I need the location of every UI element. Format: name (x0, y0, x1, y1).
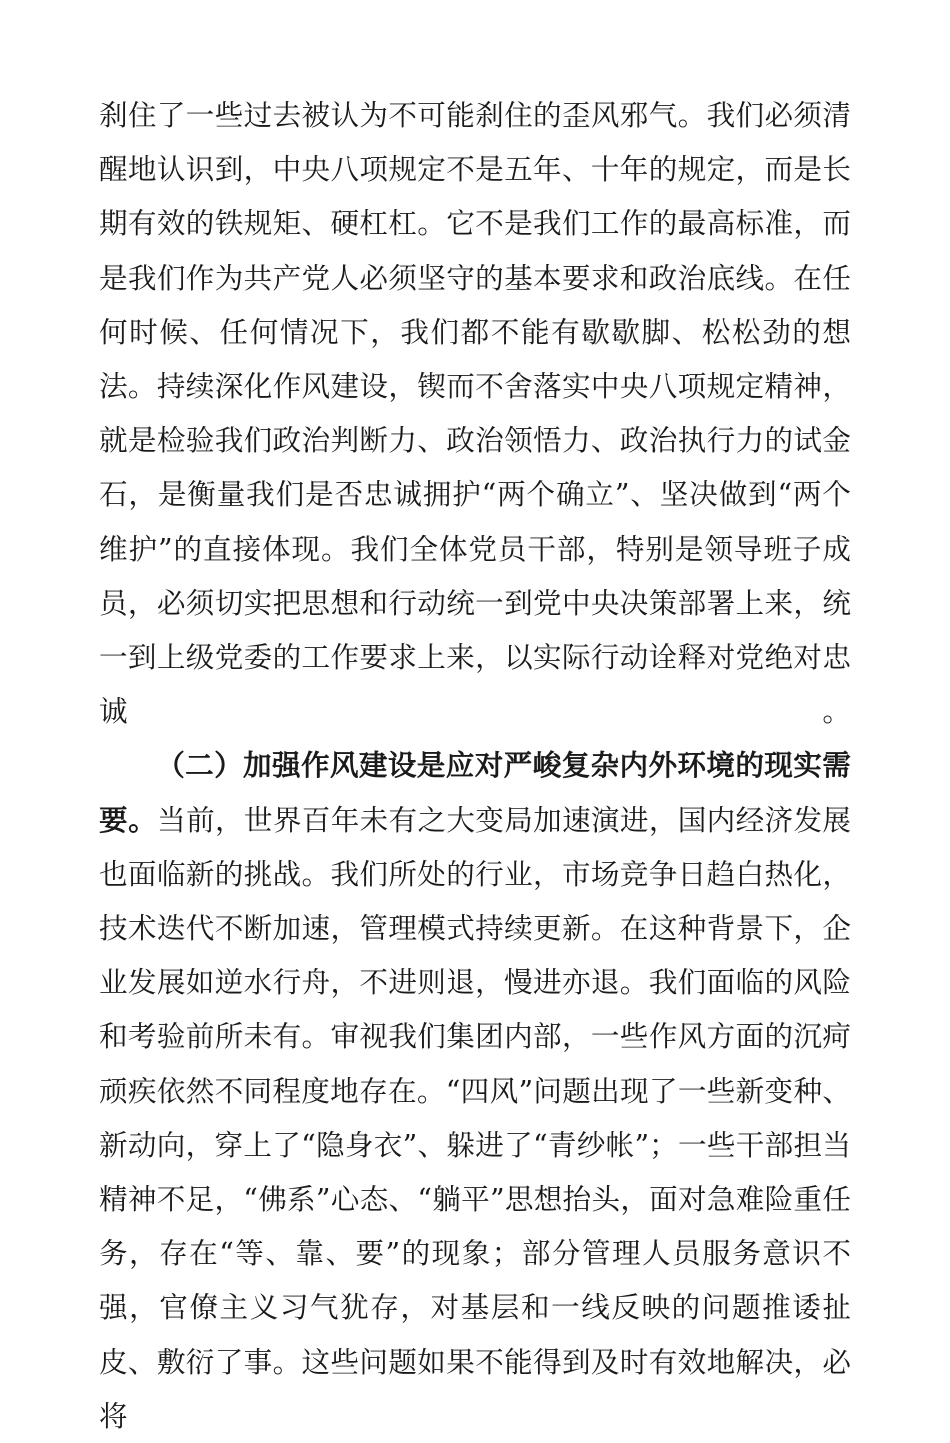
document-text-body (99, 88, 851, 1443)
paragraph-2-text: 当前，世界百年未有之大变局加速演进，国内经济发展也面临新的挑战。我们所处的行业，市场竞争日趋白热化，技术迭代不断加速，管理模式持续更新。在这种背景下，企业发展如逆水行舟，不进则退，慢进亦退。我们面临的风险和考验前所未有。审视我们集团内部，一些作风方面的沉疴顽疾依然不同程度地存在。“四风”问题出现了一些新变种、新动向，穿上了“隐身衣”、躲进了“青纱帐”；一些干部担当精神不足，“佛系”心态、“躺平”思想抬头，面对急难险重任务，存在“等、靠、要”的现象；部分管理人员服务意识不强，官僚主义习气犹存，对基层和一线反映的问题推诿扯皮、敷衍了事。这些问题如果不能得到及时有效地解决，必将 (99, 802, 852, 1433)
section-heading-two: （二）加强作风建设是应对严峻复杂内外环境的现实需要。 (99, 748, 851, 837)
paragraph-1-text: 刹住了一些过去被认为不可能刹住的歪风邪气。我们必须清醒地认识到，中央八项规定不是五年、十年的规定，而是长期有效的铁规矩、硬杠杠。它不是我们工作的最高标准，而是我们作为共产党人必须坚守的基本要求和政治底线。在任何时候、任何情况下，我们都不能有歇歇脚、松松劲的想法。持续深化作风建设，锲而不舍落实中央八项规定精神，就是检验我们政治判断力、政治领悟力、政治执行力的试金石，是衡量我们是否忠诚拥护“两个确立”、坚决做到“两个维护”的直接体现。我们全体党员干部，特别是领导班子成员，必须切实把思想和行动统一到党中央决策部署上来，统一到上级党委的工作要求上来，以实际行动诠释对党绝对忠诚。 (99, 98, 851, 729)
paragraph-body-continuation (99, 88, 851, 738)
paragraph-section-two (99, 738, 851, 1443)
